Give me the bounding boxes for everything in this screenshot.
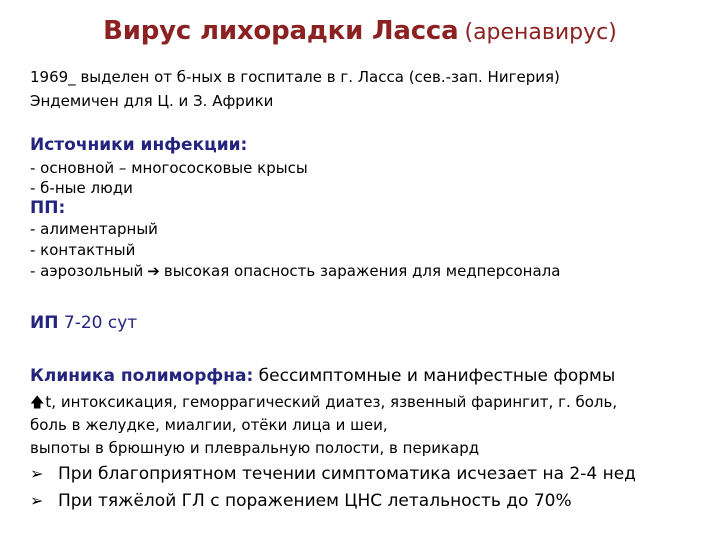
- sources-item-2: - б-ные люди: [30, 179, 133, 197]
- sources-item-1: - основной – многососковые крысы: [30, 159, 308, 177]
- symptoms-line-1: [30, 392, 617, 416]
- clinic-line: [30, 366, 615, 386]
- clinic-text: бессимптомные и манифестные формы: [253, 366, 616, 386]
- bullet-1-text: При благоприятном течении симптоматика исчезает на 2-4 нед: [58, 464, 636, 484]
- pp-item-aerosol: [30, 262, 560, 280]
- check-arrow-icon: ➢: [30, 491, 44, 510]
- up-arrow-icon: 🡅: [30, 395, 45, 411]
- intro-line-2: Эндемичен для Ц. и З. Африки: [30, 92, 274, 110]
- slide-title: [0, 16, 720, 46]
- ip-line: [30, 313, 137, 333]
- symptoms-line-2: боль в желудке, миалгии, отёки лица и шеи,: [30, 416, 388, 434]
- check-arrow-icon: ➢: [30, 464, 44, 483]
- intro-line-1: 1969_ выделен от б-ных в госпитале в г. Ласса (сев.-зап. Нигерия): [30, 68, 560, 86]
- pp-item-2: - контактный: [30, 241, 136, 259]
- right-arrow-icon: ➔: [147, 262, 160, 280]
- bullet-2-text: При тяжёлой ГЛ с поражением ЦНС летальность до 70%: [58, 491, 572, 511]
- ip-label: ИП: [30, 313, 59, 333]
- symptoms-text-1: t, интоксикация, геморрагический диатез, язвенный фарингит, г. боль,: [45, 393, 618, 411]
- aerosol-suffix: высокая опасность заражения для медперсонала: [163, 262, 561, 280]
- ip-value: 7-20 сут: [63, 313, 138, 333]
- clinic-heading: Клиника полиморфна:: [30, 366, 254, 386]
- symptoms-line-3: выпоты в брюшную и плевральную полости, в перикард: [30, 439, 480, 457]
- title-subtitle: (аренавирус): [464, 20, 617, 45]
- pp-item-1: - алиментарный: [30, 220, 158, 238]
- sources-heading: Источники инфекции:: [30, 135, 248, 155]
- aerosol-prefix: - аэрозольный: [30, 262, 144, 280]
- title-main: Вирус лихорадки Ласса: [103, 16, 459, 46]
- pp-heading: ПП:: [30, 198, 66, 218]
